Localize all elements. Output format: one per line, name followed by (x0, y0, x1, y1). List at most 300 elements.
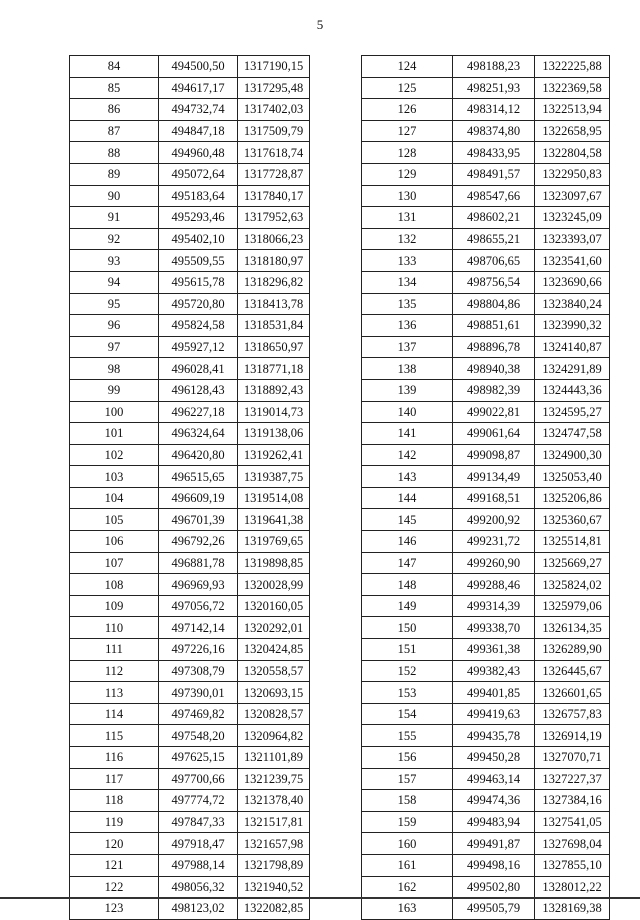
table-row (362, 574, 610, 596)
x-coordinate-cell: 499435,78 (453, 725, 535, 747)
y-coordinate-cell: 1317952,63 (238, 207, 310, 229)
table-row (70, 250, 310, 272)
y-coordinate-cell: 1317295,48 (238, 77, 310, 99)
y-coordinate-cell: 1318531,84 (238, 315, 310, 337)
x-coordinate-cell: 498982,39 (453, 379, 535, 401)
y-coordinate-cell: 1327227,37 (535, 768, 610, 790)
point-number-cell: 151 (362, 639, 453, 661)
y-coordinate-cell: 1326757,83 (535, 703, 610, 725)
table-row (362, 466, 610, 488)
table-row (362, 271, 610, 293)
point-number-cell: 154 (362, 703, 453, 725)
table-row (70, 531, 310, 553)
table-row (70, 336, 310, 358)
x-coordinate-cell: 499401,85 (453, 682, 535, 704)
x-coordinate-cell: 498491,57 (453, 163, 535, 185)
table-row (70, 423, 310, 445)
point-number-cell: 93 (70, 250, 159, 272)
table-row (70, 574, 310, 596)
point-number-cell: 115 (70, 725, 159, 747)
y-coordinate-cell: 1325979,06 (535, 595, 610, 617)
x-coordinate-cell: 498940,38 (453, 358, 535, 380)
table-row (362, 336, 610, 358)
x-coordinate-cell: 495072,64 (159, 163, 238, 185)
x-coordinate-cell: 499260,90 (453, 552, 535, 574)
x-coordinate-cell: 498056,32 (159, 876, 238, 898)
table-row (70, 444, 310, 466)
x-coordinate-cell: 496128,43 (159, 379, 238, 401)
x-coordinate-cell: 499022,81 (453, 401, 535, 423)
point-number-cell: 133 (362, 250, 453, 272)
x-coordinate-cell: 499382,43 (453, 660, 535, 682)
y-coordinate-cell: 1326601,65 (535, 682, 610, 704)
x-coordinate-cell: 498251,93 (453, 77, 535, 99)
y-coordinate-cell: 1326445,67 (535, 660, 610, 682)
table-row (70, 120, 310, 142)
table-row (362, 854, 610, 876)
y-coordinate-cell: 1324291,89 (535, 358, 610, 380)
table-row (70, 854, 310, 876)
table-row (70, 77, 310, 99)
table-row (362, 207, 610, 229)
table-row (362, 444, 610, 466)
x-coordinate-cell: 494847,18 (159, 120, 238, 142)
point-number-cell: 159 (362, 811, 453, 833)
x-coordinate-cell: 498123,02 (159, 898, 238, 920)
y-coordinate-cell: 1324595,27 (535, 401, 610, 423)
point-number-cell: 130 (362, 185, 453, 207)
y-coordinate-cell: 1319514,08 (238, 487, 310, 509)
y-coordinate-cell: 1318771,18 (238, 358, 310, 380)
table-row (70, 811, 310, 833)
point-number-cell: 120 (70, 833, 159, 855)
y-coordinate-cell: 1322082,85 (238, 898, 310, 920)
y-coordinate-cell: 1320028,99 (238, 574, 310, 596)
point-number-cell: 131 (362, 207, 453, 229)
point-number-cell: 129 (362, 163, 453, 185)
y-coordinate-cell: 1320160,05 (238, 595, 310, 617)
table-row (362, 142, 610, 164)
table-row (70, 185, 310, 207)
y-coordinate-cell: 1322950,83 (535, 163, 610, 185)
point-number-cell: 156 (362, 747, 453, 769)
table-row (362, 379, 610, 401)
point-number-cell: 100 (70, 401, 159, 423)
point-number-cell: 110 (70, 617, 159, 639)
point-number-cell: 147 (362, 552, 453, 574)
x-coordinate-cell: 497469,82 (159, 703, 238, 725)
y-coordinate-cell: 1317190,15 (238, 56, 310, 78)
table-row (362, 77, 610, 99)
x-coordinate-cell: 496324,64 (159, 423, 238, 445)
x-coordinate-cell: 494732,74 (159, 99, 238, 121)
table-row (70, 293, 310, 315)
y-coordinate-cell: 1323840,24 (535, 293, 610, 315)
table-row (362, 617, 610, 639)
point-number-cell: 132 (362, 228, 453, 250)
point-number-cell: 137 (362, 336, 453, 358)
y-coordinate-cell: 1322513,94 (535, 99, 610, 121)
table-row (70, 833, 310, 855)
y-coordinate-cell: 1321657,98 (238, 833, 310, 855)
x-coordinate-cell: 499505,79 (453, 898, 535, 920)
x-coordinate-cell: 498655,21 (453, 228, 535, 250)
point-number-cell: 96 (70, 315, 159, 337)
x-coordinate-cell: 499338,70 (453, 617, 535, 639)
point-number-cell: 143 (362, 466, 453, 488)
table-row (70, 379, 310, 401)
x-coordinate-cell: 494617,17 (159, 77, 238, 99)
point-number-cell: 97 (70, 336, 159, 358)
y-coordinate-cell: 1325206,86 (535, 487, 610, 509)
point-number-cell: 152 (362, 660, 453, 682)
y-coordinate-cell: 1318413,78 (238, 293, 310, 315)
y-coordinate-cell: 1320693,15 (238, 682, 310, 704)
point-number-cell: 88 (70, 142, 159, 164)
point-number-cell: 94 (70, 271, 159, 293)
y-coordinate-cell: 1325360,67 (535, 509, 610, 531)
x-coordinate-cell: 498804,86 (453, 293, 535, 315)
point-number-cell: 139 (362, 379, 453, 401)
y-coordinate-cell: 1322225,88 (535, 56, 610, 78)
x-coordinate-cell: 497700,66 (159, 768, 238, 790)
point-number-cell: 102 (70, 444, 159, 466)
x-coordinate-cell: 499450,28 (453, 747, 535, 769)
y-coordinate-cell: 1327855,10 (535, 854, 610, 876)
point-number-cell: 158 (362, 790, 453, 812)
y-coordinate-cell: 1317402,03 (238, 99, 310, 121)
table-row (362, 293, 610, 315)
coordinates-table-left (69, 55, 310, 920)
table-row (362, 185, 610, 207)
table-row (362, 401, 610, 423)
y-coordinate-cell: 1318892,43 (238, 379, 310, 401)
table-row (70, 163, 310, 185)
y-coordinate-cell: 1322804,58 (535, 142, 610, 164)
y-coordinate-cell: 1327541,05 (535, 811, 610, 833)
y-coordinate-cell: 1325669,27 (535, 552, 610, 574)
y-coordinate-cell: 1321378,40 (238, 790, 310, 812)
point-number-cell: 126 (362, 99, 453, 121)
y-coordinate-cell: 1327070,71 (535, 747, 610, 769)
table-row (362, 423, 610, 445)
x-coordinate-cell: 499474,36 (453, 790, 535, 812)
y-coordinate-cell: 1325053,40 (535, 466, 610, 488)
point-number-cell: 123 (70, 898, 159, 920)
x-coordinate-cell: 496028,41 (159, 358, 238, 380)
y-coordinate-cell: 1318296,82 (238, 271, 310, 293)
point-number-cell: 153 (362, 682, 453, 704)
table-row (70, 509, 310, 531)
table-row (70, 315, 310, 337)
point-number-cell: 95 (70, 293, 159, 315)
table-row (362, 509, 610, 531)
y-coordinate-cell: 1317618,74 (238, 142, 310, 164)
y-coordinate-cell: 1323541,60 (535, 250, 610, 272)
y-coordinate-cell: 1321239,75 (238, 768, 310, 790)
table-row (70, 876, 310, 898)
point-number-cell: 116 (70, 747, 159, 769)
y-coordinate-cell: 1327384,16 (535, 790, 610, 812)
point-number-cell: 141 (362, 423, 453, 445)
point-number-cell: 121 (70, 854, 159, 876)
table-row (362, 531, 610, 553)
point-number-cell: 118 (70, 790, 159, 812)
table-row (362, 56, 610, 78)
table-row (362, 876, 610, 898)
y-coordinate-cell: 1324140,87 (535, 336, 610, 358)
y-coordinate-cell: 1321517,81 (238, 811, 310, 833)
page-number: 5 (316, 17, 324, 32)
y-coordinate-cell: 1319769,65 (238, 531, 310, 553)
x-coordinate-cell: 495720,80 (159, 293, 238, 315)
y-coordinate-cell: 1325514,81 (535, 531, 610, 553)
x-coordinate-cell: 498314,12 (453, 99, 535, 121)
point-number-cell: 162 (362, 876, 453, 898)
point-number-cell: 128 (362, 142, 453, 164)
point-number-cell: 99 (70, 379, 159, 401)
x-coordinate-cell: 497548,20 (159, 725, 238, 747)
y-coordinate-cell: 1323690,66 (535, 271, 610, 293)
point-number-cell: 114 (70, 703, 159, 725)
x-coordinate-cell: 495927,12 (159, 336, 238, 358)
y-coordinate-cell: 1319138,06 (238, 423, 310, 445)
table-row (362, 703, 610, 725)
point-number-cell: 105 (70, 509, 159, 531)
y-coordinate-cell: 1322658,95 (535, 120, 610, 142)
point-number-cell: 134 (362, 271, 453, 293)
x-coordinate-cell: 497774,72 (159, 790, 238, 812)
table-row (70, 747, 310, 769)
point-number-cell: 98 (70, 358, 159, 380)
y-coordinate-cell: 1323990,32 (535, 315, 610, 337)
point-number-cell: 106 (70, 531, 159, 553)
point-number-cell: 86 (70, 99, 159, 121)
point-number-cell: 117 (70, 768, 159, 790)
y-coordinate-cell: 1326289,90 (535, 639, 610, 661)
y-coordinate-cell: 1320964,82 (238, 725, 310, 747)
x-coordinate-cell: 499231,72 (453, 531, 535, 553)
table-row (70, 466, 310, 488)
x-coordinate-cell: 498433,95 (453, 142, 535, 164)
x-coordinate-cell: 494500,50 (159, 56, 238, 78)
y-coordinate-cell: 1317509,79 (238, 120, 310, 142)
point-number-cell: 161 (362, 854, 453, 876)
table-row (362, 833, 610, 855)
x-coordinate-cell: 497847,33 (159, 811, 238, 833)
point-number-cell: 155 (362, 725, 453, 747)
table-row (70, 142, 310, 164)
point-number-cell: 145 (362, 509, 453, 531)
point-number-cell: 108 (70, 574, 159, 596)
y-coordinate-cell: 1326914,19 (535, 725, 610, 747)
point-number-cell: 112 (70, 660, 159, 682)
x-coordinate-cell: 499168,51 (453, 487, 535, 509)
y-coordinate-cell: 1325824,02 (535, 574, 610, 596)
table-row (362, 660, 610, 682)
x-coordinate-cell: 498602,21 (453, 207, 535, 229)
table-row (362, 725, 610, 747)
x-coordinate-cell: 498188,23 (453, 56, 535, 78)
table-row (70, 271, 310, 293)
y-coordinate-cell: 1318650,97 (238, 336, 310, 358)
y-coordinate-cell: 1317728,87 (238, 163, 310, 185)
point-number-cell: 90 (70, 185, 159, 207)
point-number-cell: 138 (362, 358, 453, 380)
x-coordinate-cell: 499098,87 (453, 444, 535, 466)
y-coordinate-cell: 1319898,85 (238, 552, 310, 574)
point-number-cell: 89 (70, 163, 159, 185)
x-coordinate-cell: 495402,10 (159, 228, 238, 250)
x-coordinate-cell: 498896,78 (453, 336, 535, 358)
x-coordinate-cell: 499288,46 (453, 574, 535, 596)
point-number-cell: 84 (70, 56, 159, 78)
table-row (362, 682, 610, 704)
x-coordinate-cell: 495183,64 (159, 185, 238, 207)
point-number-cell: 107 (70, 552, 159, 574)
point-number-cell: 135 (362, 293, 453, 315)
point-number-cell: 122 (70, 876, 159, 898)
y-coordinate-cell: 1321798,89 (238, 854, 310, 876)
table-row (362, 552, 610, 574)
x-coordinate-cell: 497056,72 (159, 595, 238, 617)
y-coordinate-cell: 1318180,97 (238, 250, 310, 272)
y-coordinate-cell: 1318066,23 (238, 228, 310, 250)
table-row (362, 315, 610, 337)
point-number-cell: 148 (362, 574, 453, 596)
y-coordinate-cell: 1319387,75 (238, 466, 310, 488)
x-coordinate-cell: 496881,78 (159, 552, 238, 574)
y-coordinate-cell: 1322369,58 (535, 77, 610, 99)
bottom-rule (0, 897, 640, 899)
x-coordinate-cell: 495509,55 (159, 250, 238, 272)
x-coordinate-cell: 494960,48 (159, 142, 238, 164)
table-row (70, 595, 310, 617)
table-row (70, 703, 310, 725)
y-coordinate-cell: 1319262,41 (238, 444, 310, 466)
table-row (70, 358, 310, 380)
x-coordinate-cell: 496792,26 (159, 531, 238, 553)
x-coordinate-cell: 497390,01 (159, 682, 238, 704)
coordinates-table-right (361, 55, 610, 920)
point-number-cell: 146 (362, 531, 453, 553)
point-number-cell: 119 (70, 811, 159, 833)
x-coordinate-cell: 499134,49 (453, 466, 535, 488)
y-coordinate-cell: 1321101,89 (238, 747, 310, 769)
table-row (362, 487, 610, 509)
table-row (362, 250, 610, 272)
table-row (70, 99, 310, 121)
x-coordinate-cell: 496609,19 (159, 487, 238, 509)
table-row (70, 552, 310, 574)
table-row (362, 99, 610, 121)
y-coordinate-cell: 1319014,73 (238, 401, 310, 423)
point-number-cell: 92 (70, 228, 159, 250)
point-number-cell: 87 (70, 120, 159, 142)
table-row (70, 228, 310, 250)
point-number-cell: 101 (70, 423, 159, 445)
y-coordinate-cell: 1323097,67 (535, 185, 610, 207)
table-row (362, 120, 610, 142)
y-coordinate-cell: 1323245,09 (535, 207, 610, 229)
y-coordinate-cell: 1320828,57 (238, 703, 310, 725)
x-coordinate-cell: 497918,47 (159, 833, 238, 855)
x-coordinate-cell: 499361,38 (453, 639, 535, 661)
table-row (70, 725, 310, 747)
y-coordinate-cell: 1324443,36 (535, 379, 610, 401)
table-row (362, 811, 610, 833)
x-coordinate-cell: 496515,65 (159, 466, 238, 488)
table-row (362, 358, 610, 380)
table-row (70, 617, 310, 639)
y-coordinate-cell: 1321940,52 (238, 876, 310, 898)
x-coordinate-cell: 499200,92 (453, 509, 535, 531)
point-number-cell: 142 (362, 444, 453, 466)
table-row (70, 401, 310, 423)
point-number-cell: 104 (70, 487, 159, 509)
x-coordinate-cell: 499498,16 (453, 854, 535, 876)
table-row (70, 207, 310, 229)
x-coordinate-cell: 495824,58 (159, 315, 238, 337)
y-coordinate-cell: 1326134,35 (535, 617, 610, 639)
table-row (362, 163, 610, 185)
y-coordinate-cell: 1319641,38 (238, 509, 310, 531)
x-coordinate-cell: 497142,14 (159, 617, 238, 639)
x-coordinate-cell: 497625,15 (159, 747, 238, 769)
point-number-cell: 160 (362, 833, 453, 855)
x-coordinate-cell: 499463,14 (453, 768, 535, 790)
x-coordinate-cell: 497226,16 (159, 639, 238, 661)
table-row (70, 56, 310, 78)
table-row (362, 747, 610, 769)
x-coordinate-cell: 499419,63 (453, 703, 535, 725)
table-row (362, 898, 610, 920)
point-number-cell: 144 (362, 487, 453, 509)
x-coordinate-cell: 498547,66 (453, 185, 535, 207)
x-coordinate-cell: 499314,39 (453, 595, 535, 617)
x-coordinate-cell: 496420,80 (159, 444, 238, 466)
point-number-cell: 109 (70, 595, 159, 617)
x-coordinate-cell: 498756,54 (453, 271, 535, 293)
x-coordinate-cell: 499061,64 (453, 423, 535, 445)
point-number-cell: 91 (70, 207, 159, 229)
y-coordinate-cell: 1320292,01 (238, 617, 310, 639)
point-number-cell: 127 (362, 120, 453, 142)
point-number-cell: 150 (362, 617, 453, 639)
x-coordinate-cell: 498706,65 (453, 250, 535, 272)
point-number-cell: 124 (362, 56, 453, 78)
y-coordinate-cell: 1328169,38 (535, 898, 610, 920)
point-number-cell: 140 (362, 401, 453, 423)
table-row (70, 682, 310, 704)
x-coordinate-cell: 496701,39 (159, 509, 238, 531)
point-number-cell: 85 (70, 77, 159, 99)
table-row (70, 660, 310, 682)
point-number-cell: 111 (70, 639, 159, 661)
point-number-cell: 125 (362, 77, 453, 99)
y-coordinate-cell: 1324900,30 (535, 444, 610, 466)
point-number-cell: 149 (362, 595, 453, 617)
point-number-cell: 157 (362, 768, 453, 790)
point-number-cell: 113 (70, 682, 159, 704)
point-number-cell: 163 (362, 898, 453, 920)
table-row (70, 639, 310, 661)
x-coordinate-cell: 495615,78 (159, 271, 238, 293)
table-row (362, 228, 610, 250)
y-coordinate-cell: 1323393,07 (535, 228, 610, 250)
table-row (70, 790, 310, 812)
x-coordinate-cell: 496969,93 (159, 574, 238, 596)
